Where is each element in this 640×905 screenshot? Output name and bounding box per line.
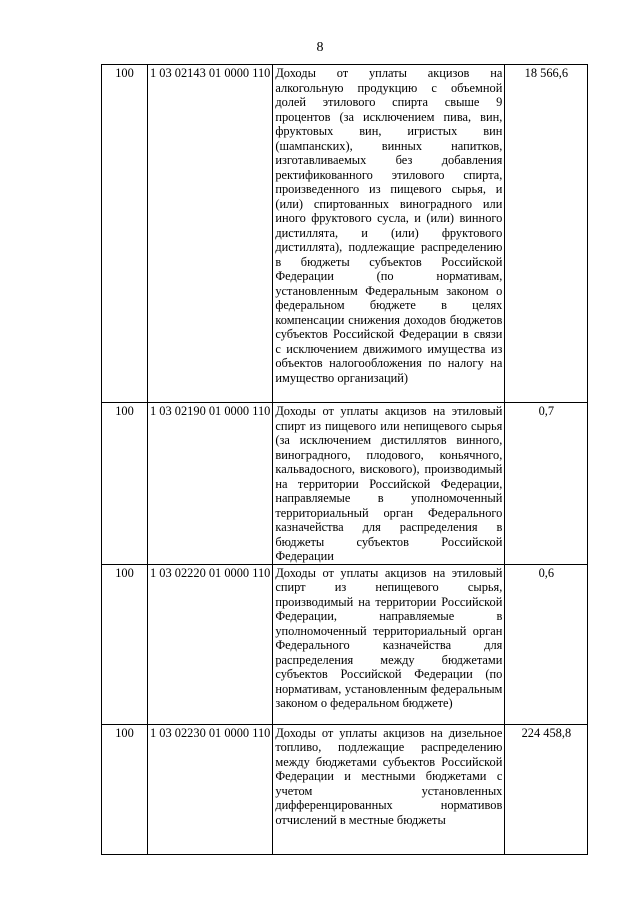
- kbk-code-cell: 1 03 02190 01 0000 110: [148, 403, 273, 565]
- amount-cell: 18 566,6: [505, 65, 588, 403]
- table-row: [102, 65, 588, 403]
- kbk-code-cell: 1 03 02230 01 0000 110: [148, 724, 273, 854]
- revenue-table: [101, 64, 588, 855]
- revenue-name-cell: Доходы от уплаты акцизов на алкогольную продукцию с объемной долей этилового спирта свыше 9 процентов (за исключением пива, вин, фруктовых вин, игристых вин (шампанских), винных напитков, изготавливаемых без добавления ректификованного этилового спирта, произведенного из пищевого сырья, и (или) спиртованных виноградного или иного фруктового сусла, и (или) винного дистиллята, и (или) фруктового дистиллята), подлежащие распределению в бюджеты субъектов Российской Федерации (по нормативам, установленным Федеральным законом о федеральном бюджете в целях компенсации снижения доходов бюджетов субъектов Российской Федерации в связи с исключением движимого имущества из объектов налогообложения по налогу на имущество организаций): [273, 65, 505, 403]
- kbk-code-cell: 1 03 02220 01 0000 110: [148, 564, 273, 724]
- table-row: [102, 564, 588, 724]
- amount-cell: 0,7: [505, 403, 588, 565]
- admin-code-cell: 100: [102, 724, 148, 854]
- admin-code-cell: 100: [102, 564, 148, 724]
- admin-code-cell: 100: [102, 403, 148, 565]
- amount-cell: 0,6: [505, 564, 588, 724]
- table-row: [102, 403, 588, 565]
- table-row: [102, 724, 588, 854]
- revenue-name-cell: Доходы от уплаты акцизов на этиловый спирт из пищевого или непищевого сырья (за исключением дистиллятов винного, виноградного, плодового, коньячного, кальвадосного, вискового), производимый на территории Российской Федерации, направляемые в уполномоченный территориальный орган Федерального казначейства для распределения в бюджеты субъектов Российской Федерации: [273, 403, 505, 565]
- kbk-code-cell: 1 03 02143 01 0000 110: [148, 65, 273, 403]
- amount-cell: 224 458,8: [505, 724, 588, 854]
- admin-code-cell: 100: [102, 65, 148, 403]
- page-number: 8: [316, 40, 324, 55]
- revenue-name-cell: Доходы от уплаты акцизов на этиловый спирт из непищевого сырья, производимый на территории Российской Федерации, направляемые в уполномоченный территориальный орган Федерального казначейства для распределения между бюджетами субъектов Российской Федерации (по нормативам, установленным федеральным законом о федеральном бюджете): [273, 564, 505, 724]
- revenue-name-cell: Доходы от уплаты акцизов на дизельное топливо, подлежащие распределению между бюджетами субъектов Российской Федерации и местными бюджетами с учетом установленных дифференцированных нормативов отчислений в местные бюджеты: [273, 724, 505, 854]
